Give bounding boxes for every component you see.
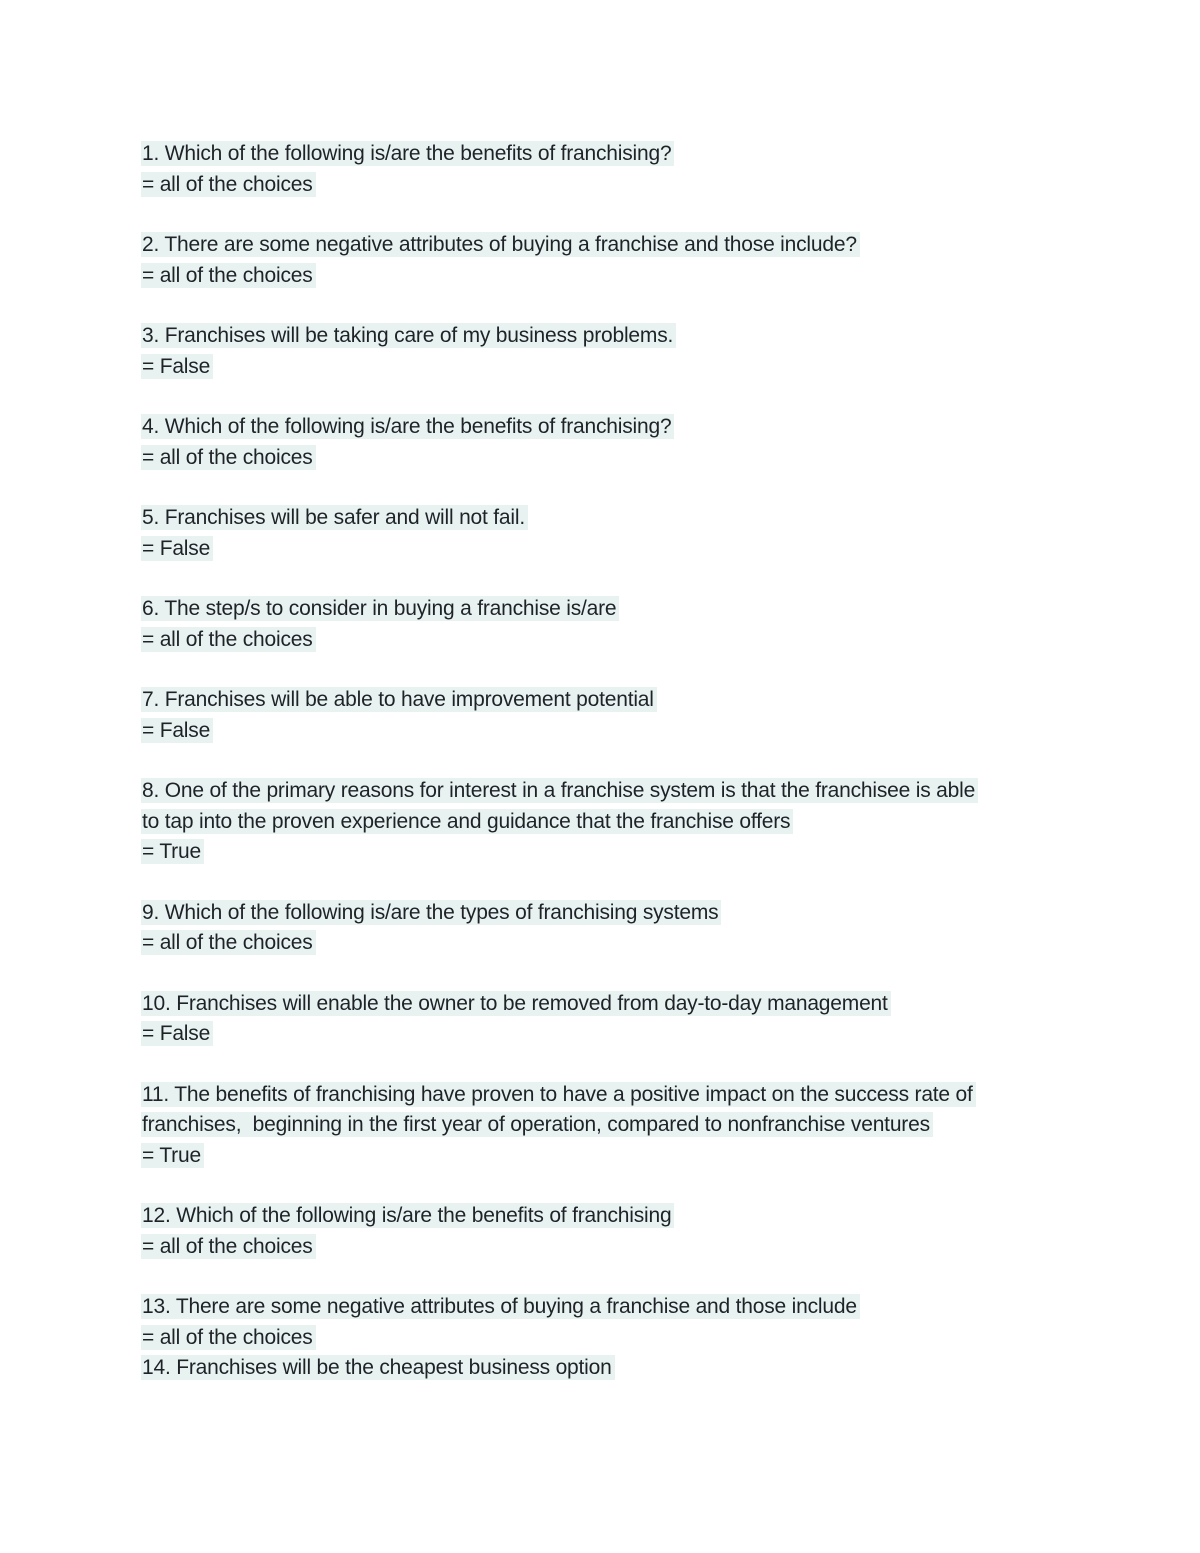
question-text: 4. Which of the following is/are the benefits of franchising? [141, 412, 1071, 443]
question-block-2 [141, 230, 1071, 291]
question-text: 5. Franchises will be safer and will not fail. [141, 503, 1071, 534]
question-text: 10. Franchises will enable the owner to be removed from day-to-day management [141, 989, 1071, 1020]
question-block-1 [141, 139, 1071, 200]
question-text: 7. Franchises will be able to have improvement potential [141, 685, 1071, 716]
question-text-continued: to tap into the proven experience and guidance that the franchise offers [141, 807, 1071, 838]
answer-text: = True [141, 837, 1071, 868]
document-page [141, 139, 1071, 1384]
question-text: 8. One of the primary reasons for interest in a franchise system is that the franchisee is able [141, 776, 1071, 807]
answer-text: = all of the choices [141, 1323, 1071, 1354]
question-block-7 [141, 685, 1071, 746]
answer-text: = all of the choices [141, 1232, 1071, 1263]
answer-text: = False [141, 352, 1071, 383]
question-text: 3. Franchises will be taking care of my business problems. [141, 321, 1071, 352]
answer-text: = all of the choices [141, 261, 1071, 292]
question-text: 9. Which of the following is/are the types of franchising systems [141, 898, 1071, 929]
answer-text: = False [141, 1019, 1071, 1050]
question-block-11 [141, 1080, 1071, 1172]
question-text-continued: franchises, beginning in the first year of operation, compared to nonfranchise ventures [141, 1110, 1071, 1141]
question-block-9 [141, 898, 1071, 959]
answer-text: = all of the choices [141, 170, 1071, 201]
question-block-10 [141, 989, 1071, 1050]
answer-text: = False [141, 716, 1071, 747]
question-text: 2. There are some negative attributes of buying a franchise and those include? [141, 230, 1071, 261]
question-text: 13. There are some negative attributes of buying a franchise and those include [141, 1292, 1071, 1323]
question-block-12 [141, 1201, 1071, 1262]
question-block-4 [141, 412, 1071, 473]
question-text: 11. The benefits of franchising have proven to have a positive impact on the success rate of [141, 1080, 1071, 1111]
answer-text: = all of the choices [141, 928, 1071, 959]
question-block-6 [141, 594, 1071, 655]
question-block-8 [141, 776, 1071, 868]
question-block-13 [141, 1292, 1071, 1353]
answer-text: = all of the choices [141, 625, 1071, 656]
question-text: 1. Which of the following is/are the benefits of franchising? [141, 139, 1071, 170]
question-text: 6. The step/s to consider in buying a franchise is/are [141, 594, 1071, 625]
question-text: 14. Franchises will be the cheapest business option [141, 1353, 1071, 1384]
question-block-14 [141, 1353, 1071, 1384]
question-block-5 [141, 503, 1071, 564]
answer-text: = all of the choices [141, 443, 1071, 474]
question-block-3 [141, 321, 1071, 382]
answer-text: = False [141, 534, 1071, 565]
question-text: 12. Which of the following is/are the benefits of franchising [141, 1201, 1071, 1232]
answer-text: = True [141, 1141, 1071, 1172]
